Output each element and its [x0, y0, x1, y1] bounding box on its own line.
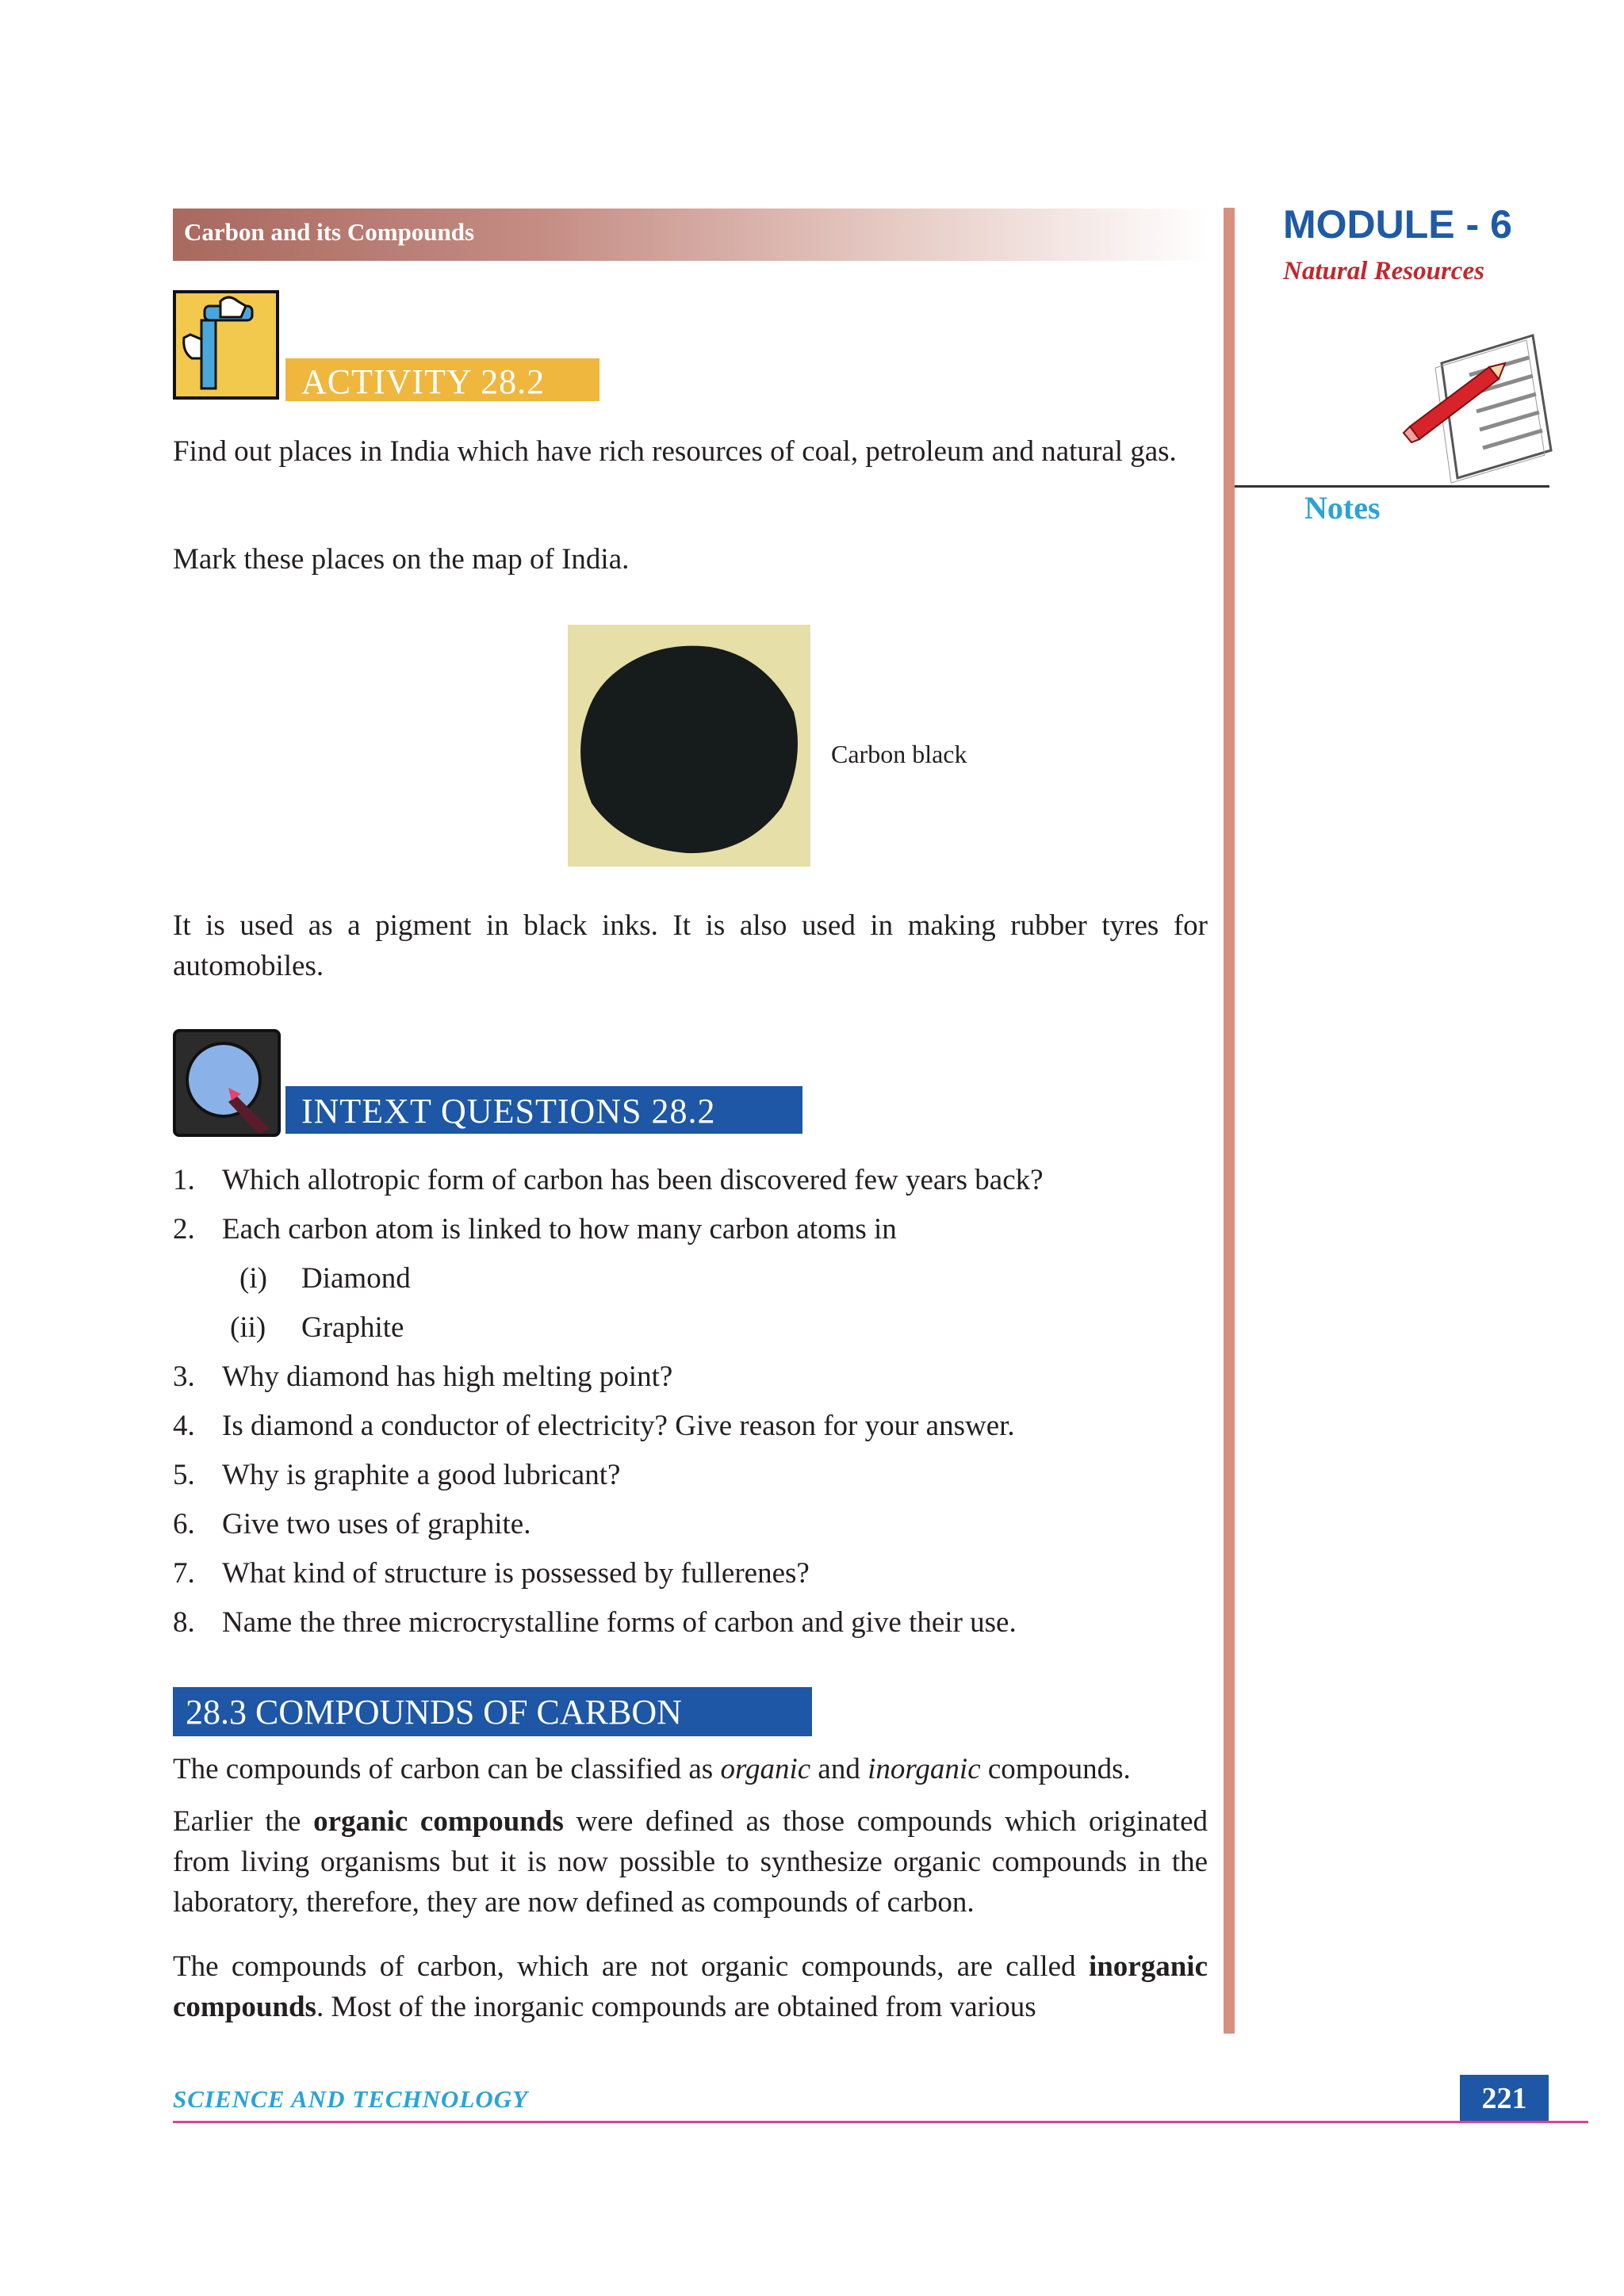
intext-questions-title: INTEXT QUESTIONS 28.2: [301, 1092, 716, 1131]
section-heading: 28.3 COMPOUNDS OF CARBON: [186, 1693, 682, 1732]
figure-caption: Carbon black: [831, 740, 967, 768]
page-number: 221: [1481, 2082, 1527, 2115]
section-heading-bar: [173, 1687, 812, 1736]
activity-instruction-1: Find out places in India which have rich resources of coal, petroleum and natural gas.: [173, 435, 1177, 468]
activity-title-bar: [285, 358, 599, 401]
notes-label: Notes: [1304, 490, 1381, 526]
question-q-icon: [173, 1029, 281, 1137]
module-subtitle: Natural Resources: [1283, 257, 1484, 285]
footer-book-title: SCIENCE AND TECHNOLOGY: [173, 2085, 529, 2113]
section-para-1: The compounds of carbon can be classified as organic and inorganic compounds.: [173, 1753, 1131, 1785]
section-para-2: Earlier the organic compounds were defined as those compounds which originated from living organisms but it is now possible to synthesize organic compounds in the laboratory, therefore, they are now defined as compounds of carbon.: [173, 1805, 1208, 1919]
chapter-header-band: [173, 209, 1209, 261]
carbon-black-photo: [568, 625, 810, 867]
activity-hand-tool-icon: [173, 290, 279, 400]
page-number-box: [1460, 2075, 1549, 2121]
footer-rule: [173, 2121, 1588, 2123]
activity-title: ACTIVITY 28.2: [301, 362, 546, 401]
activity-instruction-2: Mark these places on the map of India.: [173, 543, 630, 576]
margin-rule: [1224, 208, 1235, 2034]
notes-pencil-icon: [1394, 331, 1553, 506]
module-title: MODULE - 6: [1283, 202, 1512, 247]
section-para-3: The compounds of carbon, which are not organic compounds, are called inorganic compounds. Most of the inorganic compounds are obtained from various: [173, 1950, 1208, 2023]
intext-questions-bar: [285, 1086, 802, 1134]
carbon-black-uses: It is used as a pigment in black inks. It is also used in making rubber tyres for automobiles.: [173, 909, 1208, 982]
chapter-title: Carbon and its Compounds: [184, 218, 475, 246]
notes-divider: [1235, 485, 1549, 488]
